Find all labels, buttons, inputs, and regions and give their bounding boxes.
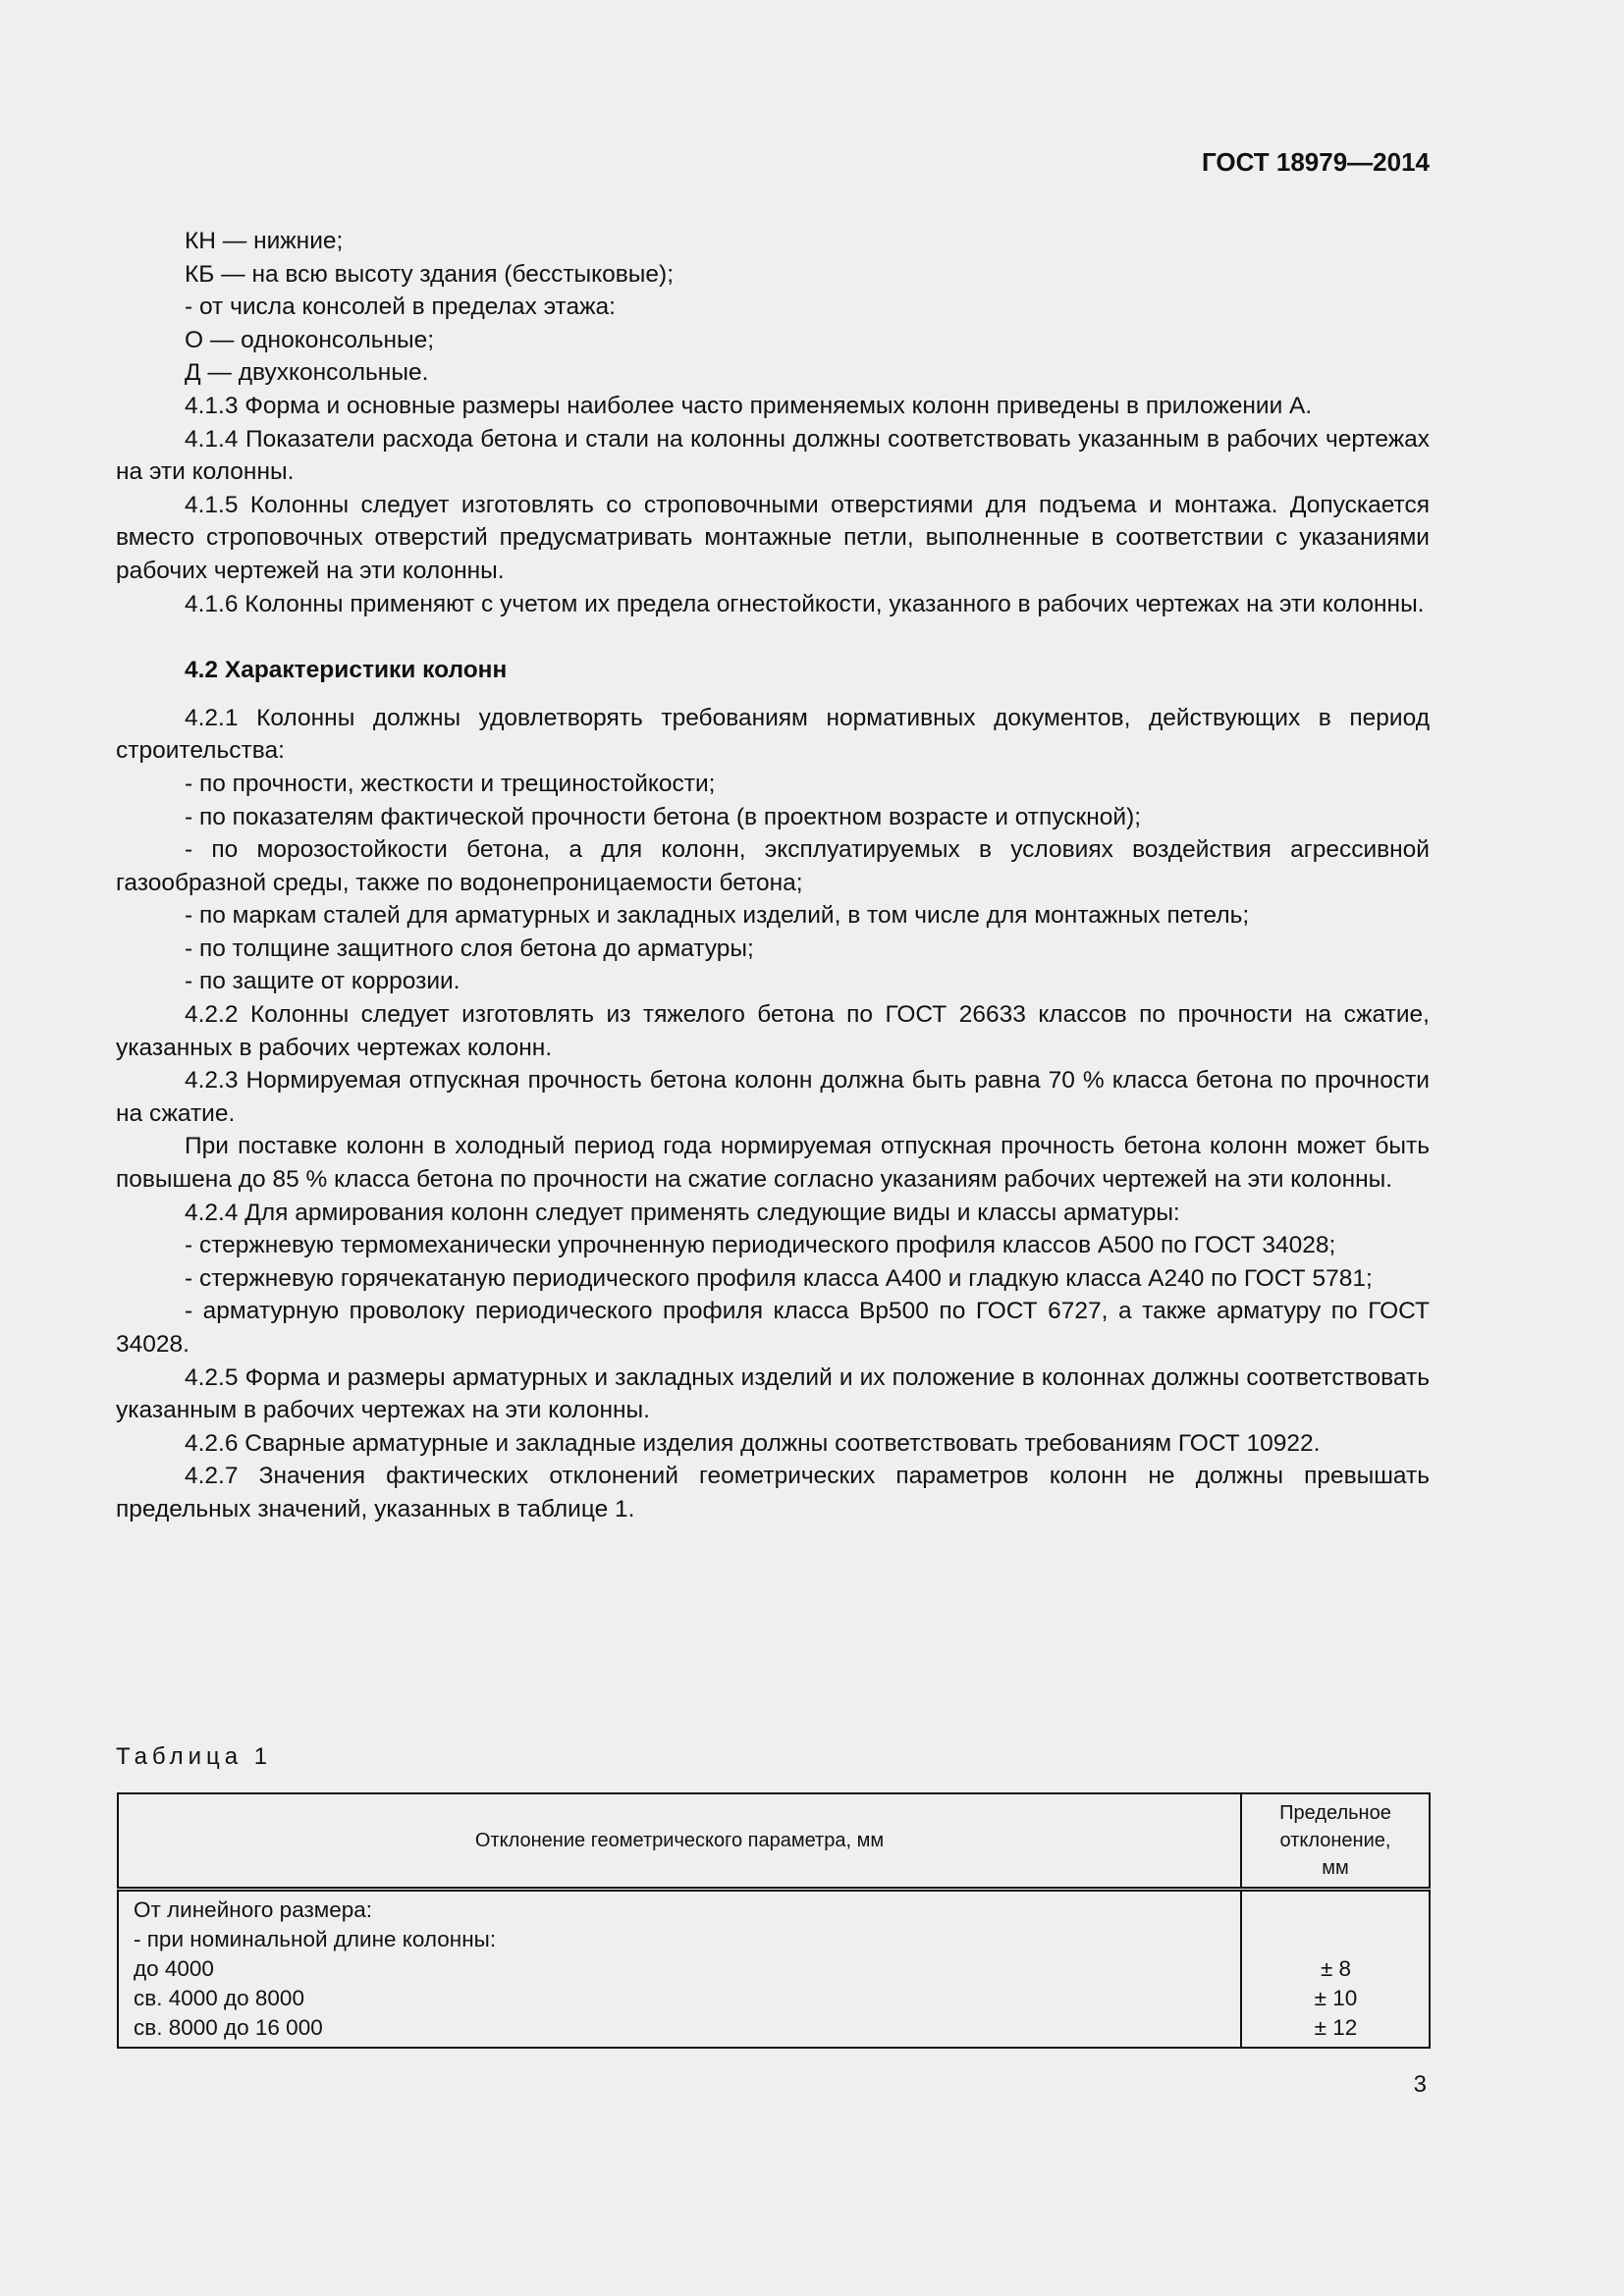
paragraph-cold-period: При поставке колонн в холодный период года нормируемая отпускная прочность бетона колонн может быть повышена до 85 % класса бетона по прочности на сжатие согласно указаниям рабочих чертежей на эти колонны. xyxy=(116,1133,1430,1194)
list-item: - по толщине защитного слоя бетона до арматуры; xyxy=(185,934,754,962)
list-item: - стержневую термомеханически упрочненную периодического профиля классов А500 по ГОСТ 34028; xyxy=(185,1232,1336,1259)
column-header-limit-line: мм xyxy=(1322,1857,1349,1879)
table-caption: Таблица 1 xyxy=(116,1743,273,1770)
table-cell-line xyxy=(1257,1925,1415,1954)
paragraph: О — одноконсольные; xyxy=(185,326,435,353)
paragraph-4-1-5: 4.1.5 Колонны следует изготовлять со строповочными отверстиями для подъема и монтажа. Допускается вместо строповочных отверстий предусматривать монтажные петли, выполненные в соответствии с указаниями рабочих чертежей на эти колонны. xyxy=(116,491,1430,584)
table-cell-line: св. 4000 до 8000 xyxy=(134,1986,304,2010)
list-item: - по морозостойкости бетона, а для колонн, эксплуатируемых в условиях воздействия агрессивной газообразной среды, также по водонепроницаемости бетона; xyxy=(116,836,1430,896)
section-heading-4-2: 4.2 Характеристики колонн xyxy=(185,657,508,684)
page-number: 3 xyxy=(1413,2071,1427,2098)
paragraph-4-2-1: 4.2.1 Колонны должны удовлетворять требованиям нормативных документов, действующих в период строительства: xyxy=(116,704,1430,765)
table-row xyxy=(118,1890,1430,2049)
table-cell-param xyxy=(118,1890,1241,2049)
deviation-table xyxy=(117,1792,1431,2049)
column-header-param: Отклонение геометрического параметра, мм xyxy=(118,1793,1241,1890)
column-header-limit-line: Предельное xyxy=(1279,1802,1391,1824)
list-item: - по показателям фактической прочности бетона (в проектном возрасте и отпускной); xyxy=(185,803,1142,830)
column-header-limit-line: отклонение, xyxy=(1279,1830,1391,1851)
paragraph: - от числа консолей в пределах этажа: xyxy=(185,294,616,321)
table-cell-line: св. 8000 до 16 000 xyxy=(134,2015,323,2040)
table-cell-line xyxy=(1257,1896,1415,1925)
paragraph-4-2-3: 4.2.3 Нормируемая отпускная прочность бетона колонн должна быть равна 70 % класса бетона по прочности на сжатие. xyxy=(116,1067,1430,1127)
paragraph-4-2-5: 4.2.5 Форма и размеры арматурных и закладных изделий и их положение в колоннах должны соответствовать указанным в рабочих чертежах на эти колонны. xyxy=(116,1363,1430,1424)
paragraph-4-2-2: 4.2.2 Колонны следует изготовлять из тяжелого бетона по ГОСТ 26633 классов по прочности на сжатие, указанных в рабочих чертежах колонн. xyxy=(116,1001,1430,1061)
table-cell-line: ± 10 xyxy=(1314,1986,1358,2010)
list-item: - арматурную проволоку периодического профиля класса Вр500 по ГОСТ 6727, а также арматуру по ГОСТ 34028. xyxy=(116,1298,1430,1358)
paragraph-4-1-4: 4.1.4 Показатели расхода бетона и стали на колонны должны соответствовать указанным в рабочих чертежах на эти колонны. xyxy=(116,425,1430,486)
list-item: - стержневую горячекатаную периодического профиля класса А400 и гладкую класса А240 по ГОСТ 5781; xyxy=(185,1264,1373,1292)
list-item: - по прочности, жесткости и трещиностойкости; xyxy=(185,770,716,797)
list-item: - по защите от коррозии. xyxy=(185,968,460,995)
table-cell-limit xyxy=(1241,1890,1430,2049)
table-cell-line: От линейного размера: xyxy=(134,1897,373,1922)
table-cell-line: ± 12 xyxy=(1314,2015,1358,2040)
table-cell-line: - при номинальной длине колонны: xyxy=(134,1927,497,1951)
paragraph-4-2-7: 4.2.7 Значения фактических отклонений геометрических параметров колонн не должны превышать предельных значений, указанных в таблице 1. xyxy=(116,1463,1430,1522)
table-cell-line: до 4000 xyxy=(134,1956,214,1981)
paragraph-4-2-6: 4.2.6 Сварные арматурные и закладные изделия должны соответствовать требованиям ГОСТ 10922. xyxy=(185,1429,1321,1457)
column-header-limit xyxy=(1241,1793,1430,1890)
paragraph: КБ — на всю высоту здания (бесстыковые); xyxy=(185,260,675,288)
table-cell-line: ± 8 xyxy=(1320,1956,1352,1981)
paragraph-4-2-4: 4.2.4 Для армирования колонн следует применять следующие виды и классы арматуры: xyxy=(185,1199,1180,1226)
document-header-id: ГОСТ 18979—2014 xyxy=(1202,147,1430,177)
paragraph: КН — нижние; xyxy=(185,228,344,254)
paragraph-4-1-3: 4.1.3 Форма и основные размеры наиболее часто применяемых колонн приведены в приложении А. xyxy=(185,392,1313,419)
paragraph: Д — двухконсольные. xyxy=(185,359,429,387)
table-header-row xyxy=(118,1793,1430,1890)
list-item: - по маркам сталей для арматурных и закладных изделий, в том числе для монтажных петель; xyxy=(185,902,1250,930)
paragraph-4-1-6: 4.1.6 Колонны применяют с учетом их предела огнестойкости, указанного в рабочих чертежах на эти колонны. xyxy=(185,590,1425,617)
document-body xyxy=(116,225,1430,1526)
